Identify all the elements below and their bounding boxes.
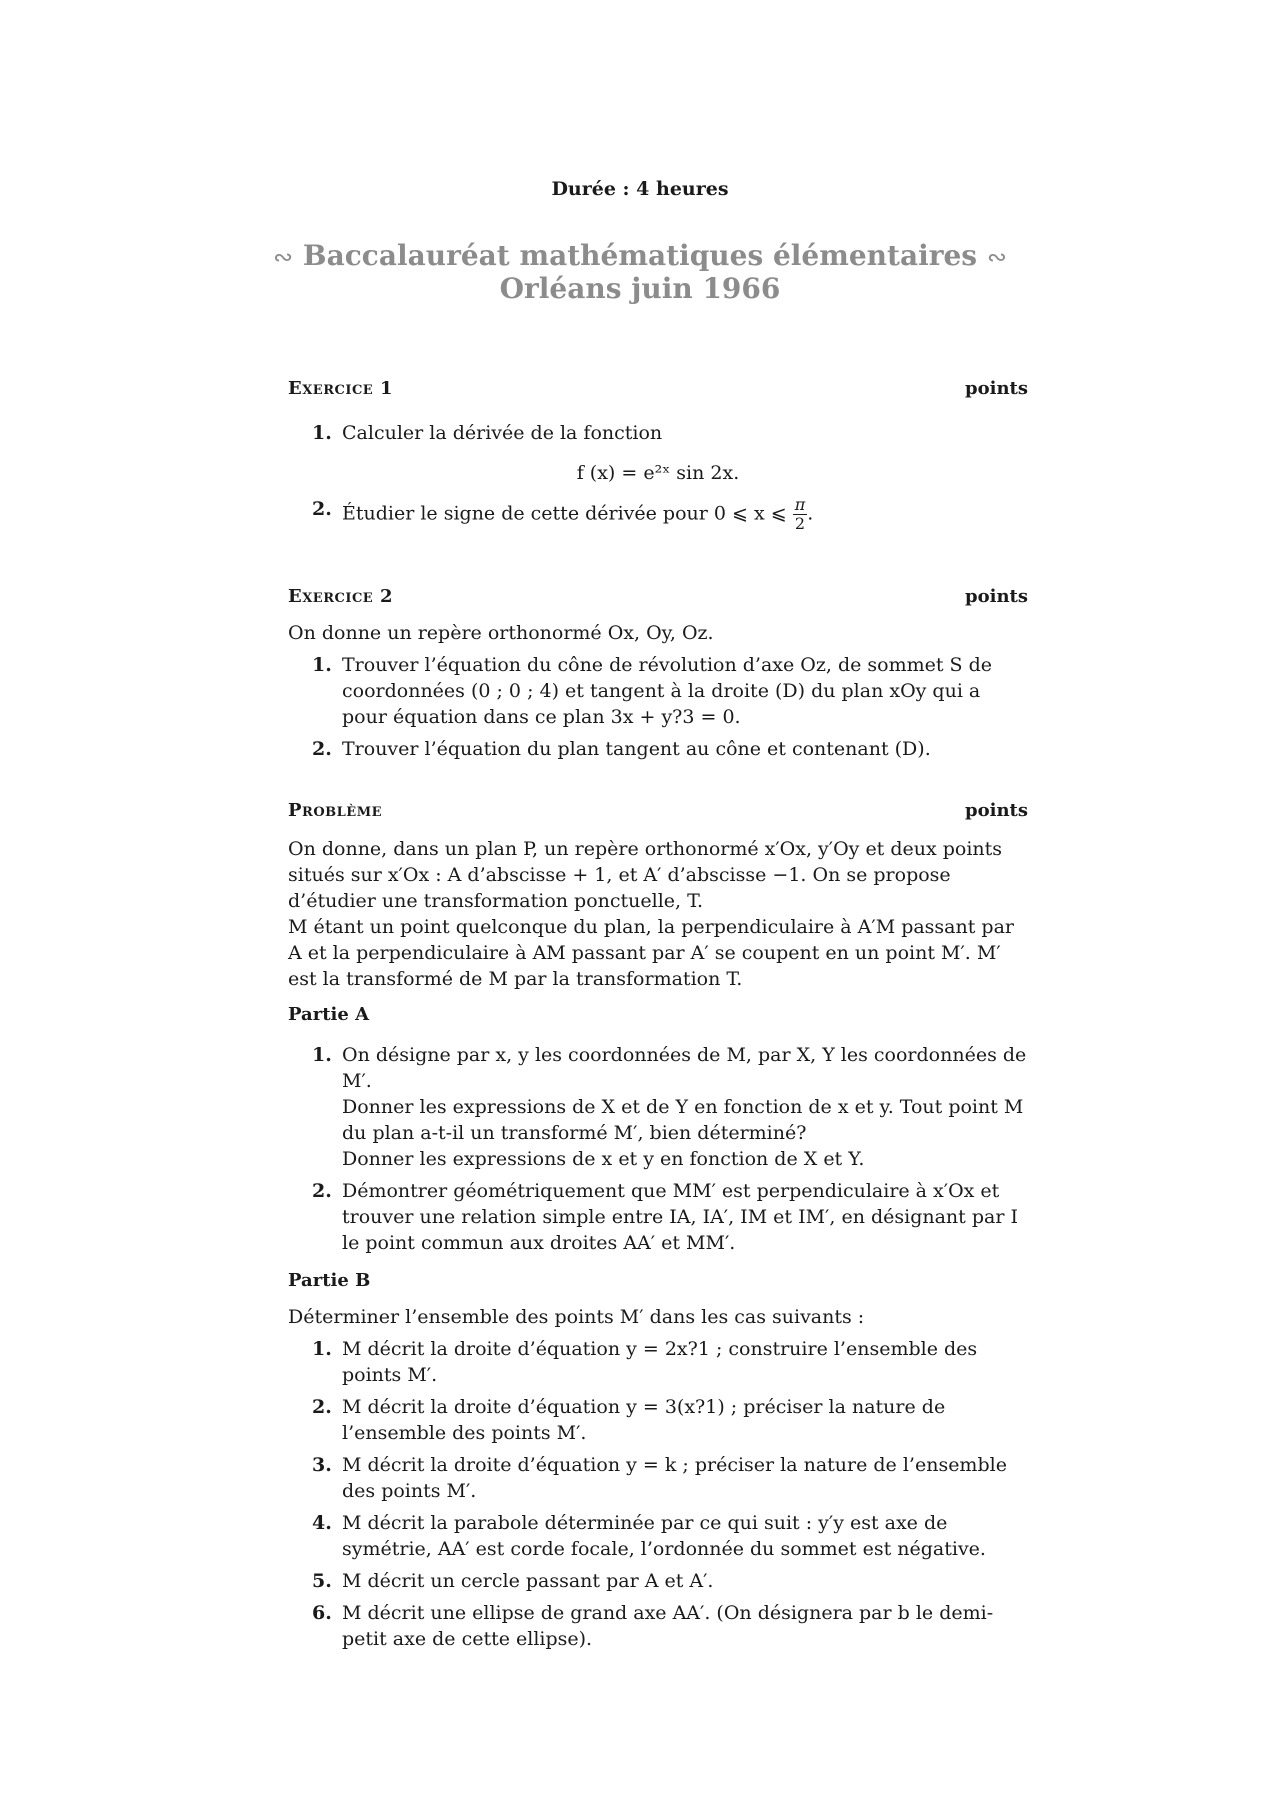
item-number: 2.	[312, 1396, 332, 1418]
item-number: 6.	[312, 1602, 332, 1624]
probleme-title: Problème	[288, 800, 382, 821]
list-item	[288, 1042, 1028, 1172]
probleme-header	[288, 800, 1028, 821]
item-number: 3.	[312, 1454, 332, 1476]
item-number: 1.	[312, 422, 332, 444]
partB-item-2: M décrit la droite d’équation y = 3(x?1) ; préciser la nature de l’ensemble des points M′.	[342, 1396, 946, 1444]
item-number: 4.	[312, 1512, 332, 1534]
partB-item-1: M décrit la droite d’équation y = 2x?1 ; construire l’ensemble des points M′.	[342, 1338, 978, 1386]
exercice1-points: points	[965, 378, 1028, 399]
page-title	[0, 240, 1280, 305]
list-item	[288, 1510, 1028, 1562]
exercice2-item-2: Trouver l’équation du plan tangent au cône et contenant (D).	[342, 738, 931, 760]
exercice2-title: Exercice 2	[288, 586, 393, 607]
exercice2-item-1: Trouver l’équation du cône de révolution d’axe Oz, de sommet S de coordonnées (0 ; 0 ; 4) et tangent à la droite (D) du plan xOy qui a pour équation dans ce plan 3x + y?3 = 0.	[342, 654, 993, 728]
partB-item-3: M décrit la droite d’équation y = k ; préciser la nature de l’ensemble des points M′.	[342, 1454, 1007, 1502]
duration: Durée : 4 heures	[551, 178, 729, 200]
list-item	[288, 736, 1028, 762]
list-item	[288, 1568, 1028, 1594]
list-item: 2. Étudier le signe de cette dérivée pour 0 ⩽ x ⩽ $\frac{\pi}{2}$ .	[312, 495, 814, 533]
probleme-points: points	[965, 800, 1028, 821]
partB-item-4: M décrit la parabole déterminée par ce qui suit : y′y est axe de symétrie, AA′ est corde focale, l’ordonnée du sommet est négative.	[342, 1512, 986, 1560]
partB-intro: Déterminer l’ensemble des points M′ dans les cas suivants :	[288, 1306, 865, 1328]
pi-over-two-fraction	[793, 496, 808, 533]
probleme-body	[288, 836, 1028, 1658]
item-number: 5.	[312, 1570, 332, 1592]
item-number: 1.	[312, 1044, 332, 1066]
exercice2-points: points	[965, 586, 1028, 607]
item-number: 2.	[312, 498, 332, 520]
exercice2-body	[288, 620, 1028, 768]
title-line-1: Baccalauréat mathématiques élémentaires	[302, 239, 978, 272]
partA-item-1-line-1: On désigne par x, y les coordonnées de M, par X, Y les coordonnées de M′.	[342, 1044, 1027, 1092]
partA-title: Partie A	[288, 1004, 370, 1025]
exercice2-header	[288, 586, 1028, 607]
list-item	[288, 1600, 1028, 1652]
exercice2-intro: On donne un repère orthonormé Ox, Oy, Oz.	[288, 622, 714, 644]
fraction-numerator: π	[794, 495, 806, 514]
exercice1-header	[288, 378, 1028, 399]
item-number: 2.	[312, 738, 332, 760]
item-number: 1.	[312, 1338, 332, 1360]
item-number: 1.	[312, 654, 332, 676]
exercice1-formula: f (x) = e²ˣ sin 2x.	[576, 462, 740, 484]
list-item	[288, 1336, 1028, 1388]
title-line-2: Orléans juin 1966	[499, 272, 781, 305]
partB-item-6: M décrit une ellipse de grand axe AA′. (On désignera par b le demi-petit axe de cette ellipse).	[342, 1602, 994, 1650]
ornament-right-icon: ∾	[986, 243, 1007, 271]
list-item	[288, 652, 1028, 730]
partB-title: Partie B	[288, 1270, 371, 1291]
ornament-left-icon: ∾	[273, 243, 294, 271]
partB-item-5: M décrit un cercle passant par A et A′.	[342, 1570, 714, 1592]
probleme-intro-2: M étant un point quelconque du plan, la perpendiculaire à A′M passant par A et la perpendiculaire à AM passant par A′ se coupent en un point M′. M′ est la transformé de M par la transformation T.	[288, 916, 1014, 990]
partA-item-1-line-2: Donner les expressions de X et de Y en fonction de x et y. Tout point M du plan a-t-il un transformé M′, bien déterminé?	[342, 1096, 1024, 1144]
list-item	[288, 1178, 1028, 1256]
exercice1-item-1: Calculer la dérivée de la fonction	[342, 422, 663, 444]
probleme-intro-1: On donne, dans un plan P, un repère orthonormé x′Ox, y′Oy et deux points situés sur x′Ox : A d’abscisse + 1, et A′ d’abscisse −1. On se propose d’étudier une transformation ponctuelle, T.	[288, 838, 1003, 912]
item-number: 2.	[312, 1180, 332, 1202]
partA-item-1-line-3: Donner les expressions de x et y en fonction de X et Y.	[342, 1148, 865, 1170]
list-item	[288, 1394, 1028, 1446]
exercice1-item-2: Étudier le signe de cette dérivée pour 0 ⩽ x ⩽	[342, 502, 787, 525]
exercice1-title: Exercice 1	[288, 378, 393, 399]
exercice1-body	[288, 420, 1028, 539]
partA-item-2: Démontrer géométriquement que MM′ est perpendiculaire à x′Ox et trouver une relation simple entre IA, IA′, IM et IM′, en désignant par I le point commun aux droites AA′ et MM′.	[342, 1180, 1018, 1254]
list-item	[288, 420, 1028, 446]
list-item	[288, 1452, 1028, 1504]
fraction-denominator: 2	[794, 514, 806, 533]
